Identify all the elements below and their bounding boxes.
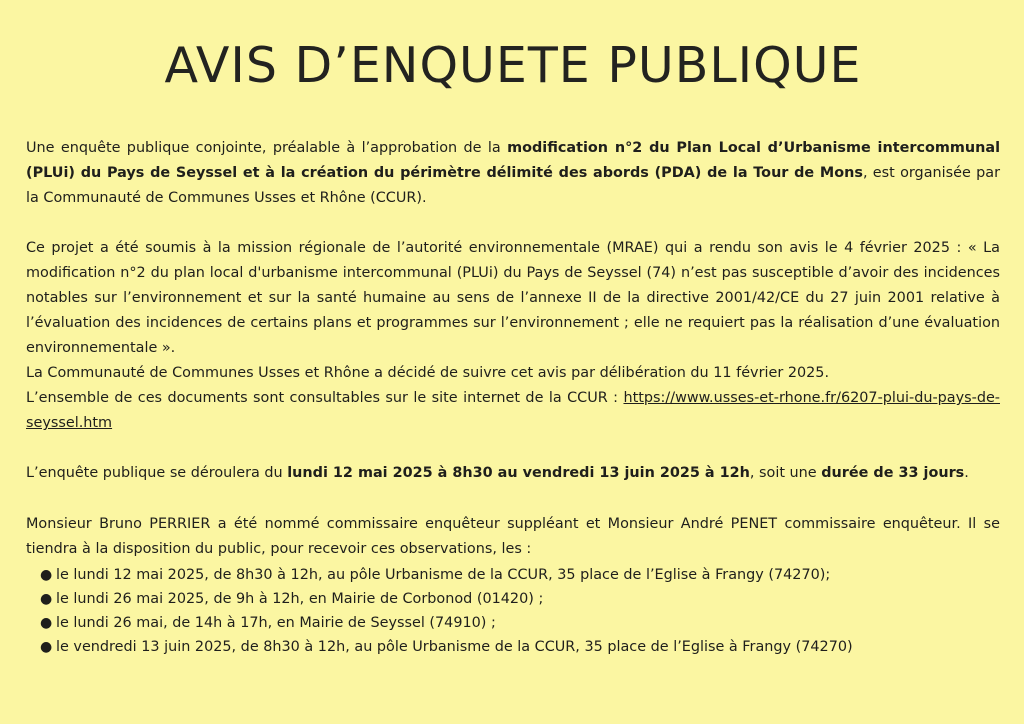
sessions-list [26,563,1000,659]
dates-paragraph [26,461,1000,486]
dates-text-mid: , soit une [749,465,822,481]
intro-text-end: , est organisée par la Communauté de Communes Usses et Rhône (CCUR). [26,165,1000,206]
session-text: le lundi 26 mai 2025, de 9h à 12h, en Mairie de Corbonod (01420) ; [56,591,544,607]
dates-period: lundi 12 mai 2025 à 8h30 au vendredi 13 juin 2025 à 12h [287,465,750,481]
session-text: le vendredi 13 juin 2025, de 8h30 à 12h, au pôle Urbanisme de la CCUR, 35 place de l’Eglise à Frangy (74270) [56,639,853,655]
ccur-website-link[interactable]: https://www.usses-et-rhone.fr/6207-plui-du-pays-de-seyssel.htm [26,390,1000,431]
session-text: le lundi 12 mai 2025, de 8h30 à 12h, au pôle Urbanisme de la CCUR, 35 place de l’Eglise à Frangy (74270); [56,567,831,583]
session-text: le lundi 26 mai, de 14h à 17h, en Mairie de Seyssel (74910) ; [56,615,496,631]
list-item [26,611,1000,635]
bullet-icon: ● [40,615,53,631]
deliberation-paragraph: La Communauté de Communes Usses et Rhône a décidé de suivre cet avis par délibération du 11 février 2025. [26,365,830,381]
list-item [26,587,1000,611]
dates-duration: durée de 33 jours [821,465,965,481]
bullet-icon: ● [40,567,53,583]
documents-text: L’ensemble de ces documents sont consultables sur le site internet de la CCUR : [26,390,624,406]
notice-title: AVIS D’ENQUETE PUBLIQUE [164,37,862,94]
intro-paragraph [26,136,1000,211]
dates-text-start: L’enquête publique se déroulera du [26,465,288,481]
bullet-icon: ● [40,591,53,607]
list-item [26,563,1000,587]
intro-text-start: Une enquête publique conjointe, préalable à l’approbation de la [26,140,508,156]
bullet-icon: ● [40,639,53,655]
intro-text-bold: modification n°2 du Plan Local d’Urbanisme intercommunal (PLUi) du Pays de Seyssel et à la création du périmètre délimité des abords (PDA) de la Tour de Mons [26,140,1000,181]
documents-paragraph [26,386,1000,436]
dates-text-end: . [964,465,969,481]
mrae-paragraph: Ce projet a été soumis à la mission régionale de l’autorité environnementale (MRAE) qui a rendu son avis le 4 février 2025 : « La modification n°2 du plan local d'urbanisme intercommunal (PLUi) du Pays de Seyssel (74) n’est pas susceptible d’avoir des incidences notables sur l’environnement et sur la santé humaine au sens de l’annexe II de la directive 2001/42/CE du 27 juin 2001 relative à l’évaluation des incidences de certains plans et programmes sur l’environnement ; elle ne requiert pas la réalisation d’une évaluation environnementale ». [26,240,1000,356]
commissioner-paragraph: Monsieur Bruno PERRIER a été nommé commissaire enquêteur suppléant et Monsieur André PENET commissaire enquêteur. Il se tiendra à la disposition du public, pour recevoir ces observations, les : [26,516,1000,557]
list-item [26,635,1000,659]
